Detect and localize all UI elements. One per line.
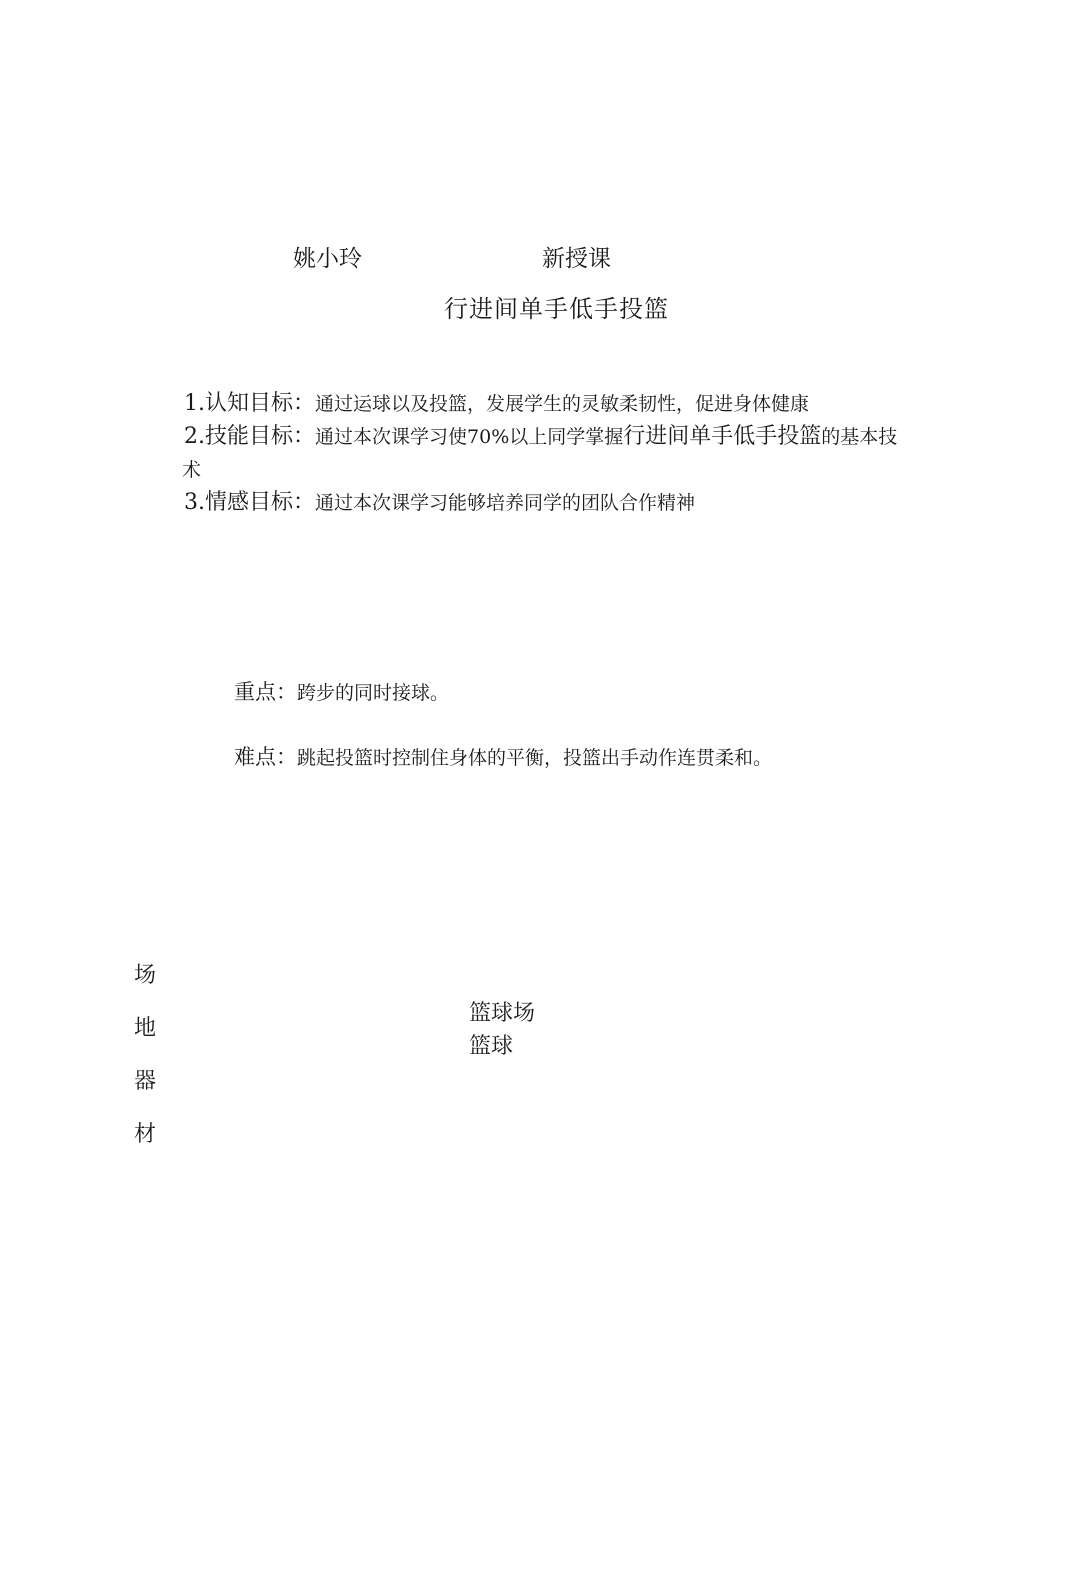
lesson-title: 行进间单手低手投篮: [444, 295, 669, 323]
venue-label-char: 地: [134, 1016, 157, 1041]
objective-heading: 认知目标：: [205, 391, 316, 416]
objective-heading: 情感目标：: [205, 490, 316, 515]
objective-highlight: 行进间单手低手投篮: [623, 424, 822, 449]
objective-heading: 技能目标：: [205, 424, 316, 449]
objective-skill: [184, 420, 984, 453]
objective-text-tail: 的基本技: [821, 426, 898, 448]
difficulty-point: [234, 741, 772, 771]
venue-label-char: 材: [134, 1122, 157, 1147]
difficulty-text: 跳起投篮时控制住身体的平衡，投篮出手动作连贯柔和。: [297, 747, 773, 769]
objective-number: 2.: [184, 424, 205, 449]
objective-number: 1.: [184, 391, 205, 416]
objectives-list: [184, 387, 984, 519]
lesson-type: 新授课: [542, 246, 611, 272]
objective-skill-wrap: [182, 453, 984, 486]
objective-number: 3.: [184, 490, 205, 515]
objective-text: 通过本次课学习能够培养同学的团队合作精神: [315, 492, 696, 514]
venue-label-char: 场: [134, 963, 157, 988]
venue-item: 篮球场: [469, 1001, 536, 1026]
key-point-text: 跨步的同时接球。: [297, 682, 450, 704]
key-point: [234, 676, 449, 706]
objective-cognitive: [184, 387, 984, 420]
objective-text: 通过运球以及投篮，发展学生的灵敏柔韧性，促进身体健康: [315, 393, 810, 415]
teacher-name: 姚小玲: [293, 246, 362, 272]
objective-affective: [184, 486, 984, 519]
difficulty-label: 难点：: [234, 745, 297, 769]
equipment-item: 篮球: [469, 1034, 514, 1059]
objective-text-wrap: 术: [182, 459, 202, 481]
objective-text: 通过本次课学习使70%以上同学掌握: [315, 426, 624, 448]
key-point-label: 重点：: [234, 680, 297, 704]
venue-label-char: 器: [134, 1069, 157, 1094]
